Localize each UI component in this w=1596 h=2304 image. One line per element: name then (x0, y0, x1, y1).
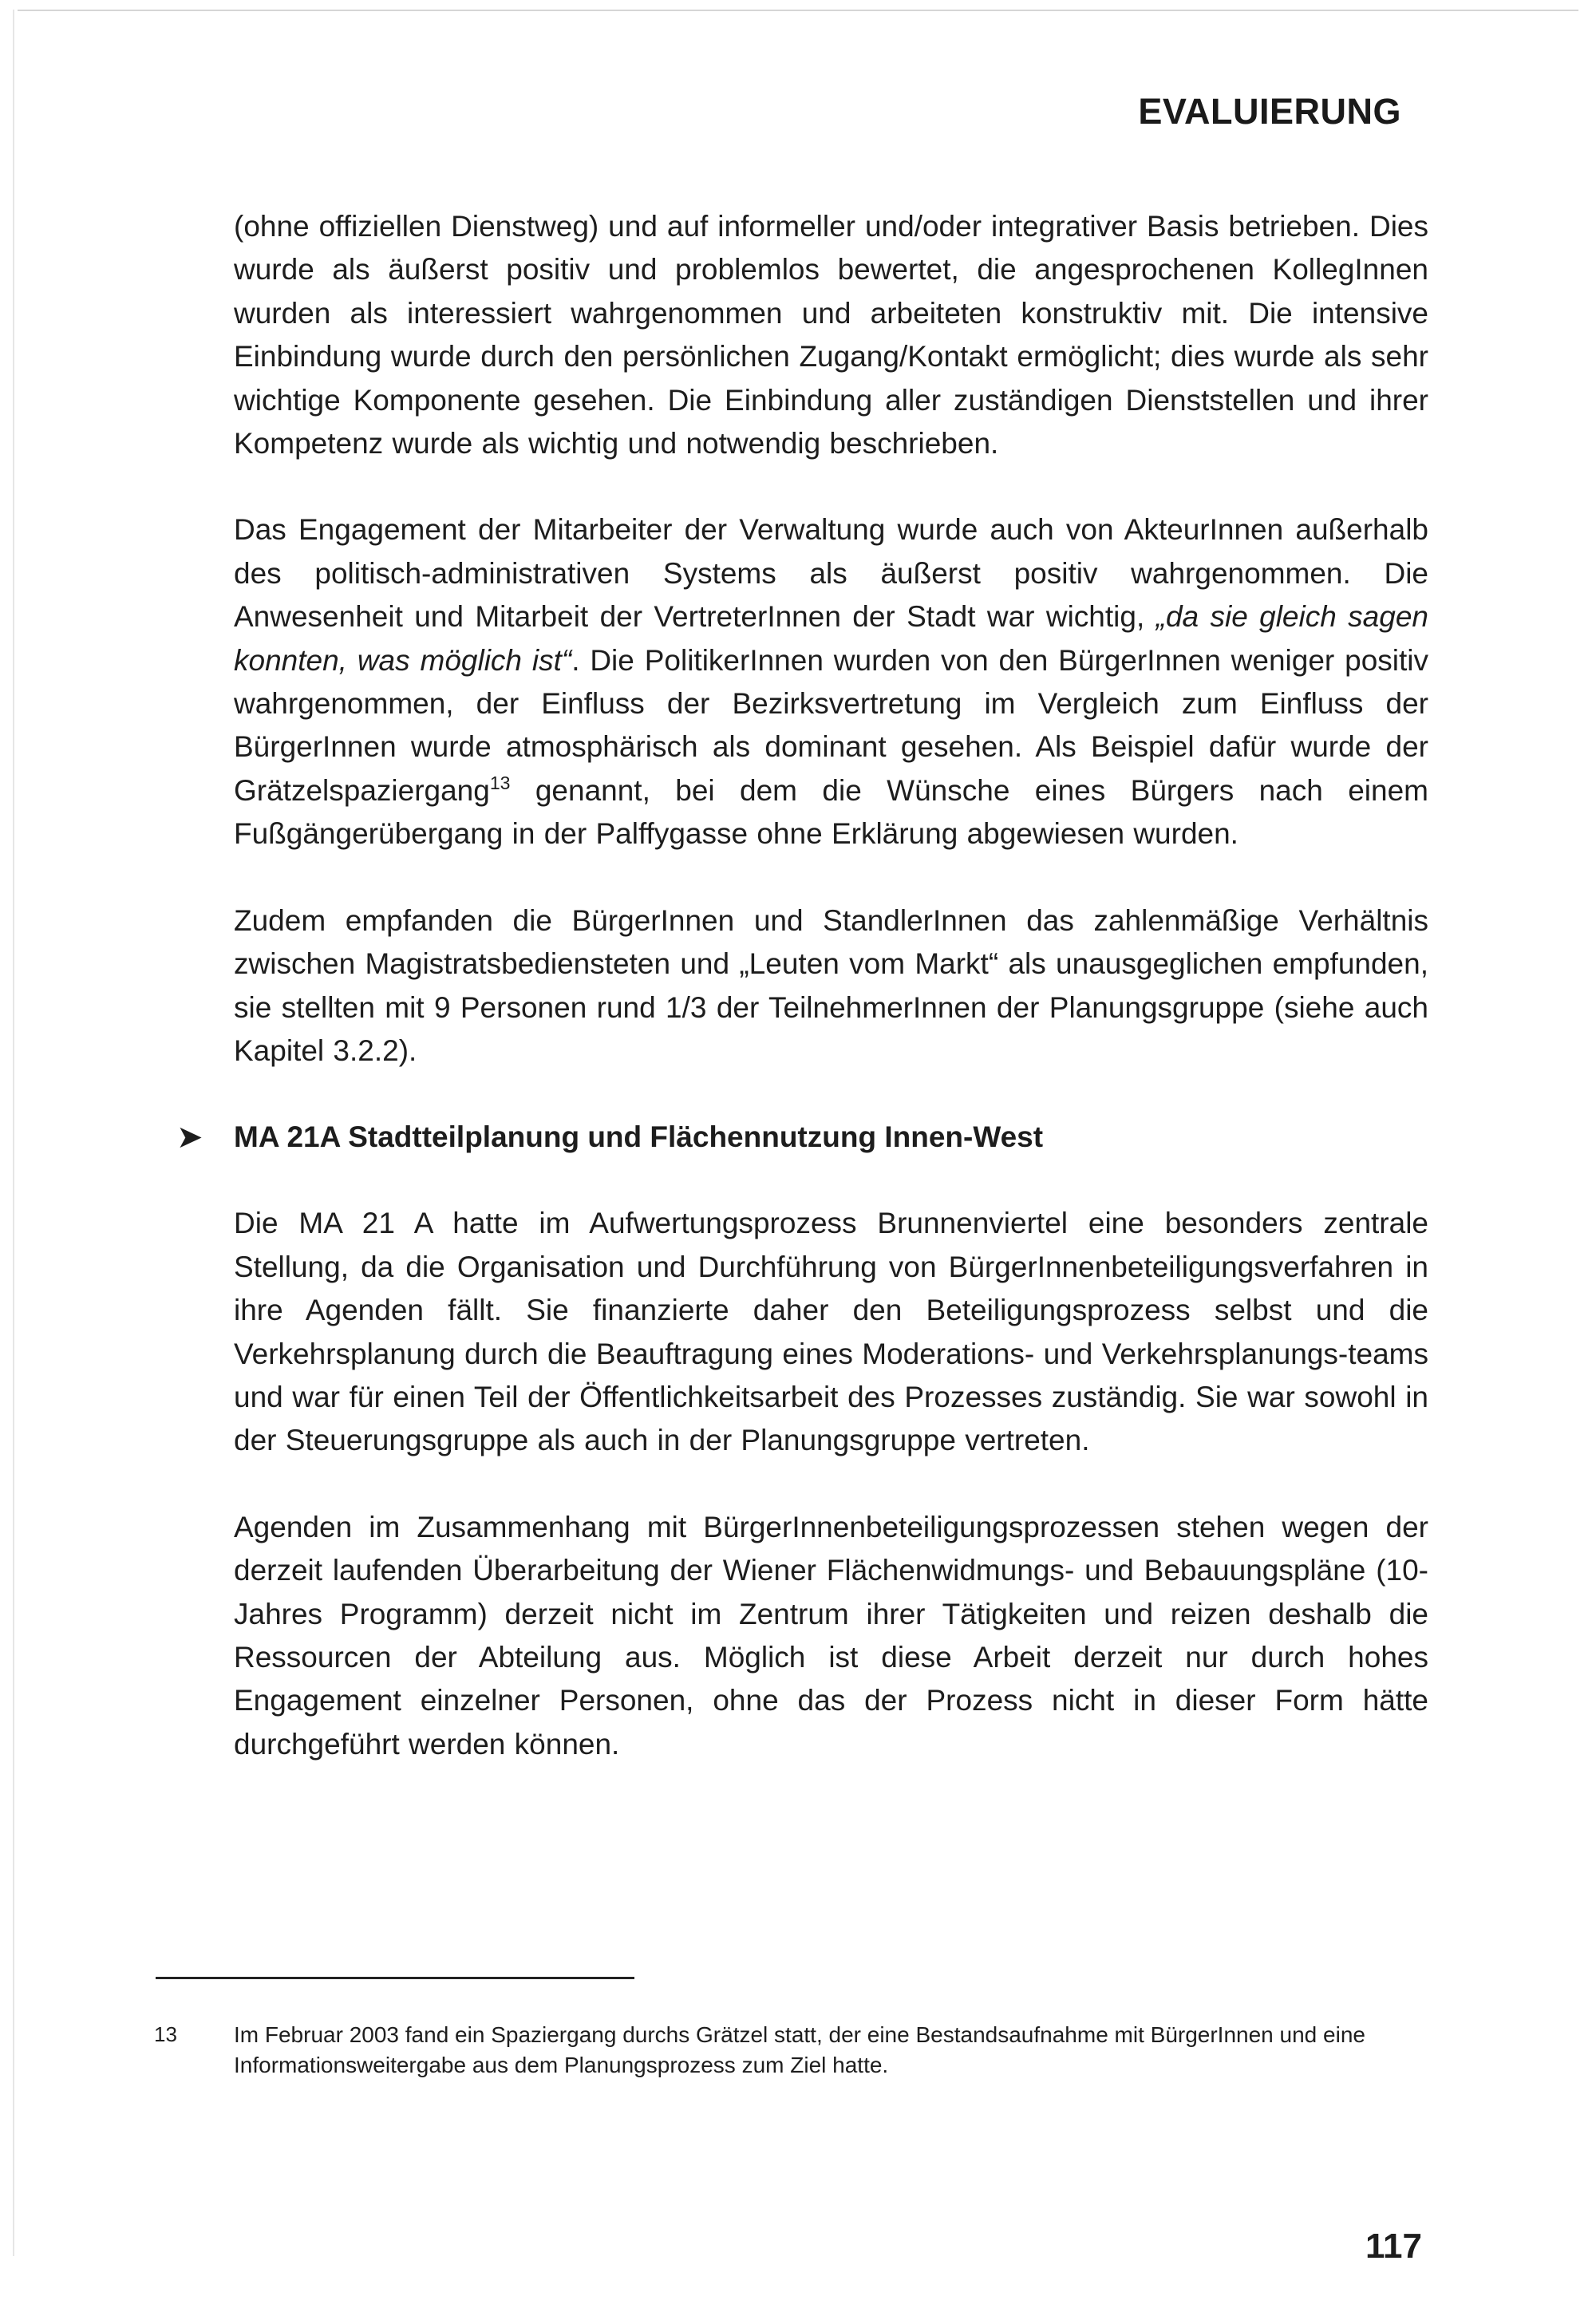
quote: „da sie gleich sagen konnten, was möglich ist“ (234, 600, 1428, 677)
arrow-bullet-icon: ➤ (176, 1120, 203, 1156)
body-text (176, 205, 1428, 1809)
paragraph-2 (234, 508, 1428, 856)
footnote-text: Im Februar 2003 fand ein Spaziergang durchs Grätzel statt, der eine Bestandsaufnahme mit BürgerInnen und eine Informationsweitergabe aus dem Planungsprozess zum Ziel hatte. (234, 2022, 1365, 2077)
paragraph-1: (ohne offiziellen Dienstweg) und auf informeller und/oder integrativer Basis betrieben. Dies wurde als äußerst positiv und problemlos bewertet, die angesprochenen KollegInnen wurden als interessiert wahrgenommen und arbeiteten konstruktiv mit. Die intensive Einbindung wurde durch den persönlichen Zugang/Kontakt ermöglicht; dies wurde als sehr wichtige Komponente gesehen. Die Einbindung aller zuständigen Dienststellen und ihrer Kompetenz wurde als wichtig und notwendig beschrieben. (234, 210, 1428, 460)
footnote-number: 13 (154, 2022, 177, 2046)
paragraph-2-part-a: Das Engagement der Mitarbeiter der Verwaltung wurde auch von AkteurInnen außerhalb des politisch-administrativen Systems als äußerst positiv wahrgenommen. Die Anwesenheit und Mitarbeit der VertreterInnen der Stadt war wichtig, (234, 513, 1428, 634)
paragraph-2-part-c: genannt, bei dem die Wünsche eines Bürgers nach einem Fußgängerübergang in der Palffygasse ohne Erklärung abgewiesen wurden. (234, 773, 1428, 851)
footnote-reference[interactable]: 13 (489, 772, 511, 793)
paragraph-3: Zudem empfanden die BürgerInnen und StandlerInnen das zahlenmäßige Verhältnis zwischen Magistratsbediensteten und „Leuten vom Markt“ als unausgeglichen empfunden, sie stellten mit 9 Personen rund 1/3 der TeilnehmerInnen der Planungsgruppe (siehe auch Kapitel 3.2.2). (234, 903, 1428, 1067)
top-border-line (18, 10, 1578, 11)
section-heading (176, 1116, 1428, 1159)
paragraph-2-part-b: . Die PolitikerInnen wurden von den BürgerInnen weniger positiv wahrgenommen, der Einfluss der Bezirksvertretung im Vergleich zum Einfluss der BürgerInnen wurde atmosphärisch als dominant gesehen. Als Beispiel dafür wurde der Grätzelspaziergang (234, 643, 1428, 807)
section-heading-title: MA 21A Stadtteilplanung und Flächennutzung Innen-West (234, 1120, 1044, 1154)
footnote-separator (156, 1977, 634, 1979)
running-header: EVALUIERUNG (1138, 91, 1401, 132)
left-border-line (13, 10, 14, 2256)
paragraph-5: Agenden im Zusammenhang mit BürgerInnenbeteiligungsprozessen stehen wegen der derzeit laufenden Überarbeitung der Wiener Flächenwidmungs- und Bebauungspläne (10-Jahres Programm) derzeit nicht im Zentrum ihrer Tätigkeiten und reizen deshalb die Ressourcen der Abteilung aus. Möglich ist diese Arbeit derzeit nur durch hohes Engagement einzelner Personen, ohne das der Prozess nicht in dieser Form hätte durchgeführt werden können. (234, 1510, 1428, 1761)
paragraph-4: Die MA 21 A hatte im Aufwertungsprozess Brunnenviertel eine besonders zentrale Stellung, da die Organisation und Durchführung von BürgerInnenbeteiligungsverfahren in ihre Agenden fällt. Sie finanzierte daher den Beteiligungsprozess selbst und die Verkehrsplanung durch die Beauftragung eines Moderations- und Verkehrsplanungs-teams und war für einen Teil der Öffentlichkeitsarbeit des Prozesses zuständig. Sie war sowohl in der Steuerungsgruppe als auch in der Planungsgruppe vertreten. (234, 1207, 1428, 1457)
page-number: 117 (1365, 2227, 1422, 2266)
